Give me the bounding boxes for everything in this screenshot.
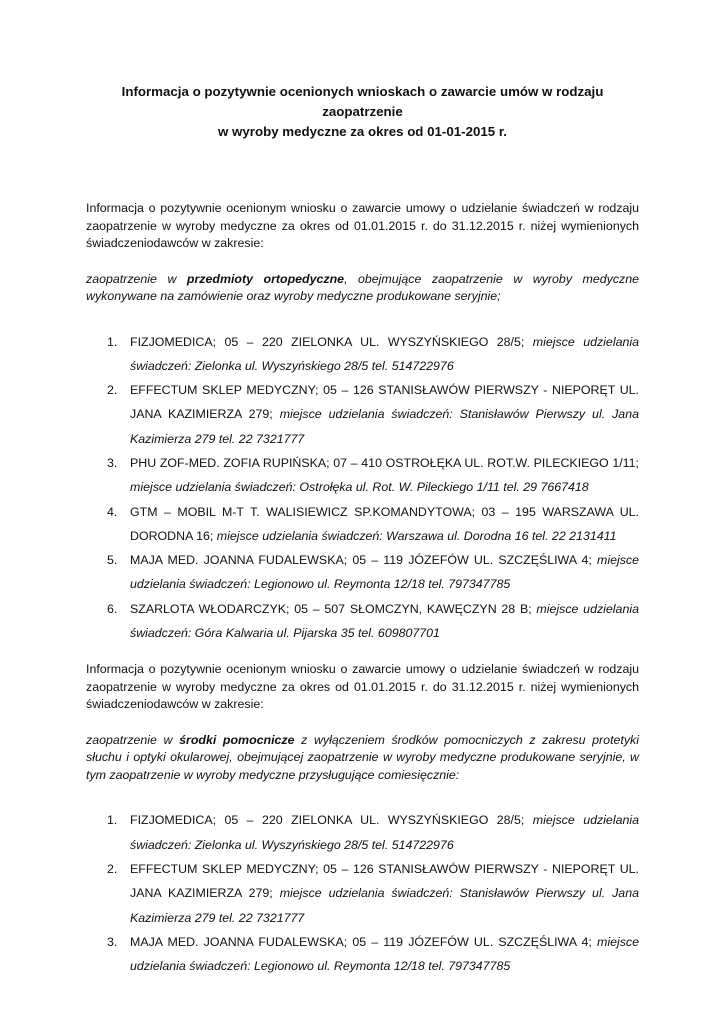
list-number: 1. bbox=[107, 334, 118, 349]
provider-text: MAJA MED. JOANNA FUDALEWSKA; 05 – 119 JÓZEFÓW UL. SZCZĘŚLIWA 4; bbox=[130, 553, 597, 568]
section-auxiliary bbox=[86, 661, 639, 978]
location-text: miejsce udzielania świadczeń: Legionowo ul. Reymonta 12/18 tel. 797347785 bbox=[130, 934, 639, 974]
list-item bbox=[86, 451, 639, 500]
location-text: miejsce udzielania świadczeń: Stanisławów Pierwszy ul. Jana Kazimierza 279 tel. 22 7321777 bbox=[130, 407, 639, 446]
list-item bbox=[86, 378, 639, 451]
provider-text: PHU ZOF-MED. ZOFIA RUPIŃSKA; 07 – 410 OSTROŁĘKA UL. ROT.W. PILECKIEGO 1/11; bbox=[130, 455, 639, 470]
list-item bbox=[86, 808, 639, 857]
location-text: miejsce udzielania świadczeń: Zielonka ul. Wyszyńskiego 28/5 tel. 514722976 bbox=[130, 813, 639, 852]
provider-text: FIZJOMEDICA; 05 – 220 ZIELONKA UL. WYSZYŃSKIEGO 28/5; bbox=[130, 813, 533, 828]
document-title bbox=[86, 82, 639, 142]
list-item bbox=[86, 330, 639, 379]
scope-suffix: , obejmujące zaopatrzenie w wyroby medyczne wykonywane na zamówienie oraz wyroby medyczne produkowane seryjnie; bbox=[86, 271, 639, 303]
scope-suffix: z wyłączeniem środków pomocniczych z zakresu protetyki słuchu i optyki okularowej, obejmującej zaopatrzenie w wyroby medyczne produkowane seryjnie, w tym zaopatrzenie w wyroby medyczne przysługujące comiesięcznie: bbox=[86, 732, 639, 782]
section-scope bbox=[86, 271, 639, 306]
list-item bbox=[86, 597, 639, 646]
title-line-1: Informacja o pozytywnie ocenionych wnioskach o zawarcie umów w rodzaju zaopatrzenie bbox=[121, 84, 604, 119]
scope-bold: środki pomocnicze bbox=[179, 732, 295, 747]
location-text: miejsce udzielania świadczeń: Zielonka ul. Wyszyńskiego 28/5 tel. 514722976 bbox=[130, 334, 639, 373]
list-number: 5. bbox=[107, 553, 118, 568]
list-number: 3. bbox=[107, 455, 118, 470]
location-text: miejsce udzielania świadczeń: Ostrołęka ul. Rot. W. Pileckiego 1/11 tel. 29 7667418 bbox=[130, 480, 589, 495]
provider-text: EFFECTUM SKLEP MEDYCZNY; 05 – 126 STANISŁAWÓW PIERWSZY - NIEPORĘT UL. JANA KAZIMIERZA 279; bbox=[130, 383, 639, 422]
section-intro: Informacja o pozytywnie ocenionym wniosku o zawarcie umowy o udzielanie świadczeń w rodzaju zaopatrzenie w wyroby medyczne za okres od 01.01.2015 r. do 31.12.2015 r. niżej wymienionych świadczeniodawców w zakresie: bbox=[86, 662, 639, 712]
section-orthopedic bbox=[86, 200, 639, 645]
list-number: 2. bbox=[107, 861, 118, 876]
location-text: miejsce udzielania świadczeń: Warszawa ul. Dorodna 16 tel. 22 2131411 bbox=[216, 528, 617, 543]
list-item bbox=[86, 500, 639, 549]
list-number: 4. bbox=[107, 504, 118, 519]
scope-prefix: zaopatrzenie w bbox=[86, 271, 187, 286]
scope-bold: przedmioty ortopedyczne bbox=[186, 271, 345, 286]
provider-text: MAJA MED. JOANNA FUDALEWSKA; 05 – 119 JÓZEFÓW UL. SZCZĘŚLIWA 4; bbox=[130, 934, 597, 949]
section-intro: Informacja o pozytywnie ocenionym wniosku o zawarcie umowy o udzielanie świadczeń w rodzaju zaopatrzenie w wyroby medyczne za okres od 01.01.2015 r. do 31.12.2015 r. niżej wymienionych świadczeniodawców w zakresie: bbox=[86, 201, 639, 250]
section-scope bbox=[86, 732, 639, 785]
list-number: 1. bbox=[107, 813, 118, 828]
title-line-2: w wyroby medyczne za okres od 01-01-2015 r. bbox=[218, 124, 507, 139]
location-text: miejsce udzielania świadczeń: Stanisławów Pierwszy ul. Jana Kazimierza 279 tel. 22 7321777 bbox=[130, 886, 639, 925]
provider-text: EFFECTUM SKLEP MEDYCZNY; 05 – 126 STANISŁAWÓW PIERWSZY - NIEPORĘT UL. JANA KAZIMIERZA 279; bbox=[130, 861, 639, 901]
provider-text: GTM – MOBIL M-T T. WALISIEWICZ SP.KOMANDYTOWA; 03 – 195 WARSZAWA UL. DORODNA 16; bbox=[130, 504, 639, 543]
location-text: miejsce udzielania świadczeń: Góra Kalwaria ul. Pijarska 35 tel. 609807701 bbox=[130, 601, 639, 641]
list-item bbox=[86, 857, 639, 930]
list-number: 6. bbox=[107, 601, 118, 616]
list-number: 2. bbox=[107, 383, 118, 398]
provider-text: SZARLOTA WŁODARCZYK; 05 – 507 SŁOMCZYN, KAWĘCZYN 28 B; bbox=[130, 601, 537, 616]
location-text: miejsce udzielania świadczeń: Legionowo ul. Reymonta 12/18 tel. 797347785 bbox=[130, 553, 639, 592]
provider-list bbox=[86, 330, 639, 646]
scope-prefix: zaopatrzenie w bbox=[86, 732, 180, 747]
list-number: 3. bbox=[107, 934, 118, 949]
list-item bbox=[86, 548, 639, 597]
provider-list bbox=[86, 808, 639, 978]
provider-text: FIZJOMEDICA; 05 – 220 ZIELONKA UL. WYSZYŃSKIEGO 28/5; bbox=[130, 334, 533, 349]
list-item bbox=[86, 930, 639, 979]
